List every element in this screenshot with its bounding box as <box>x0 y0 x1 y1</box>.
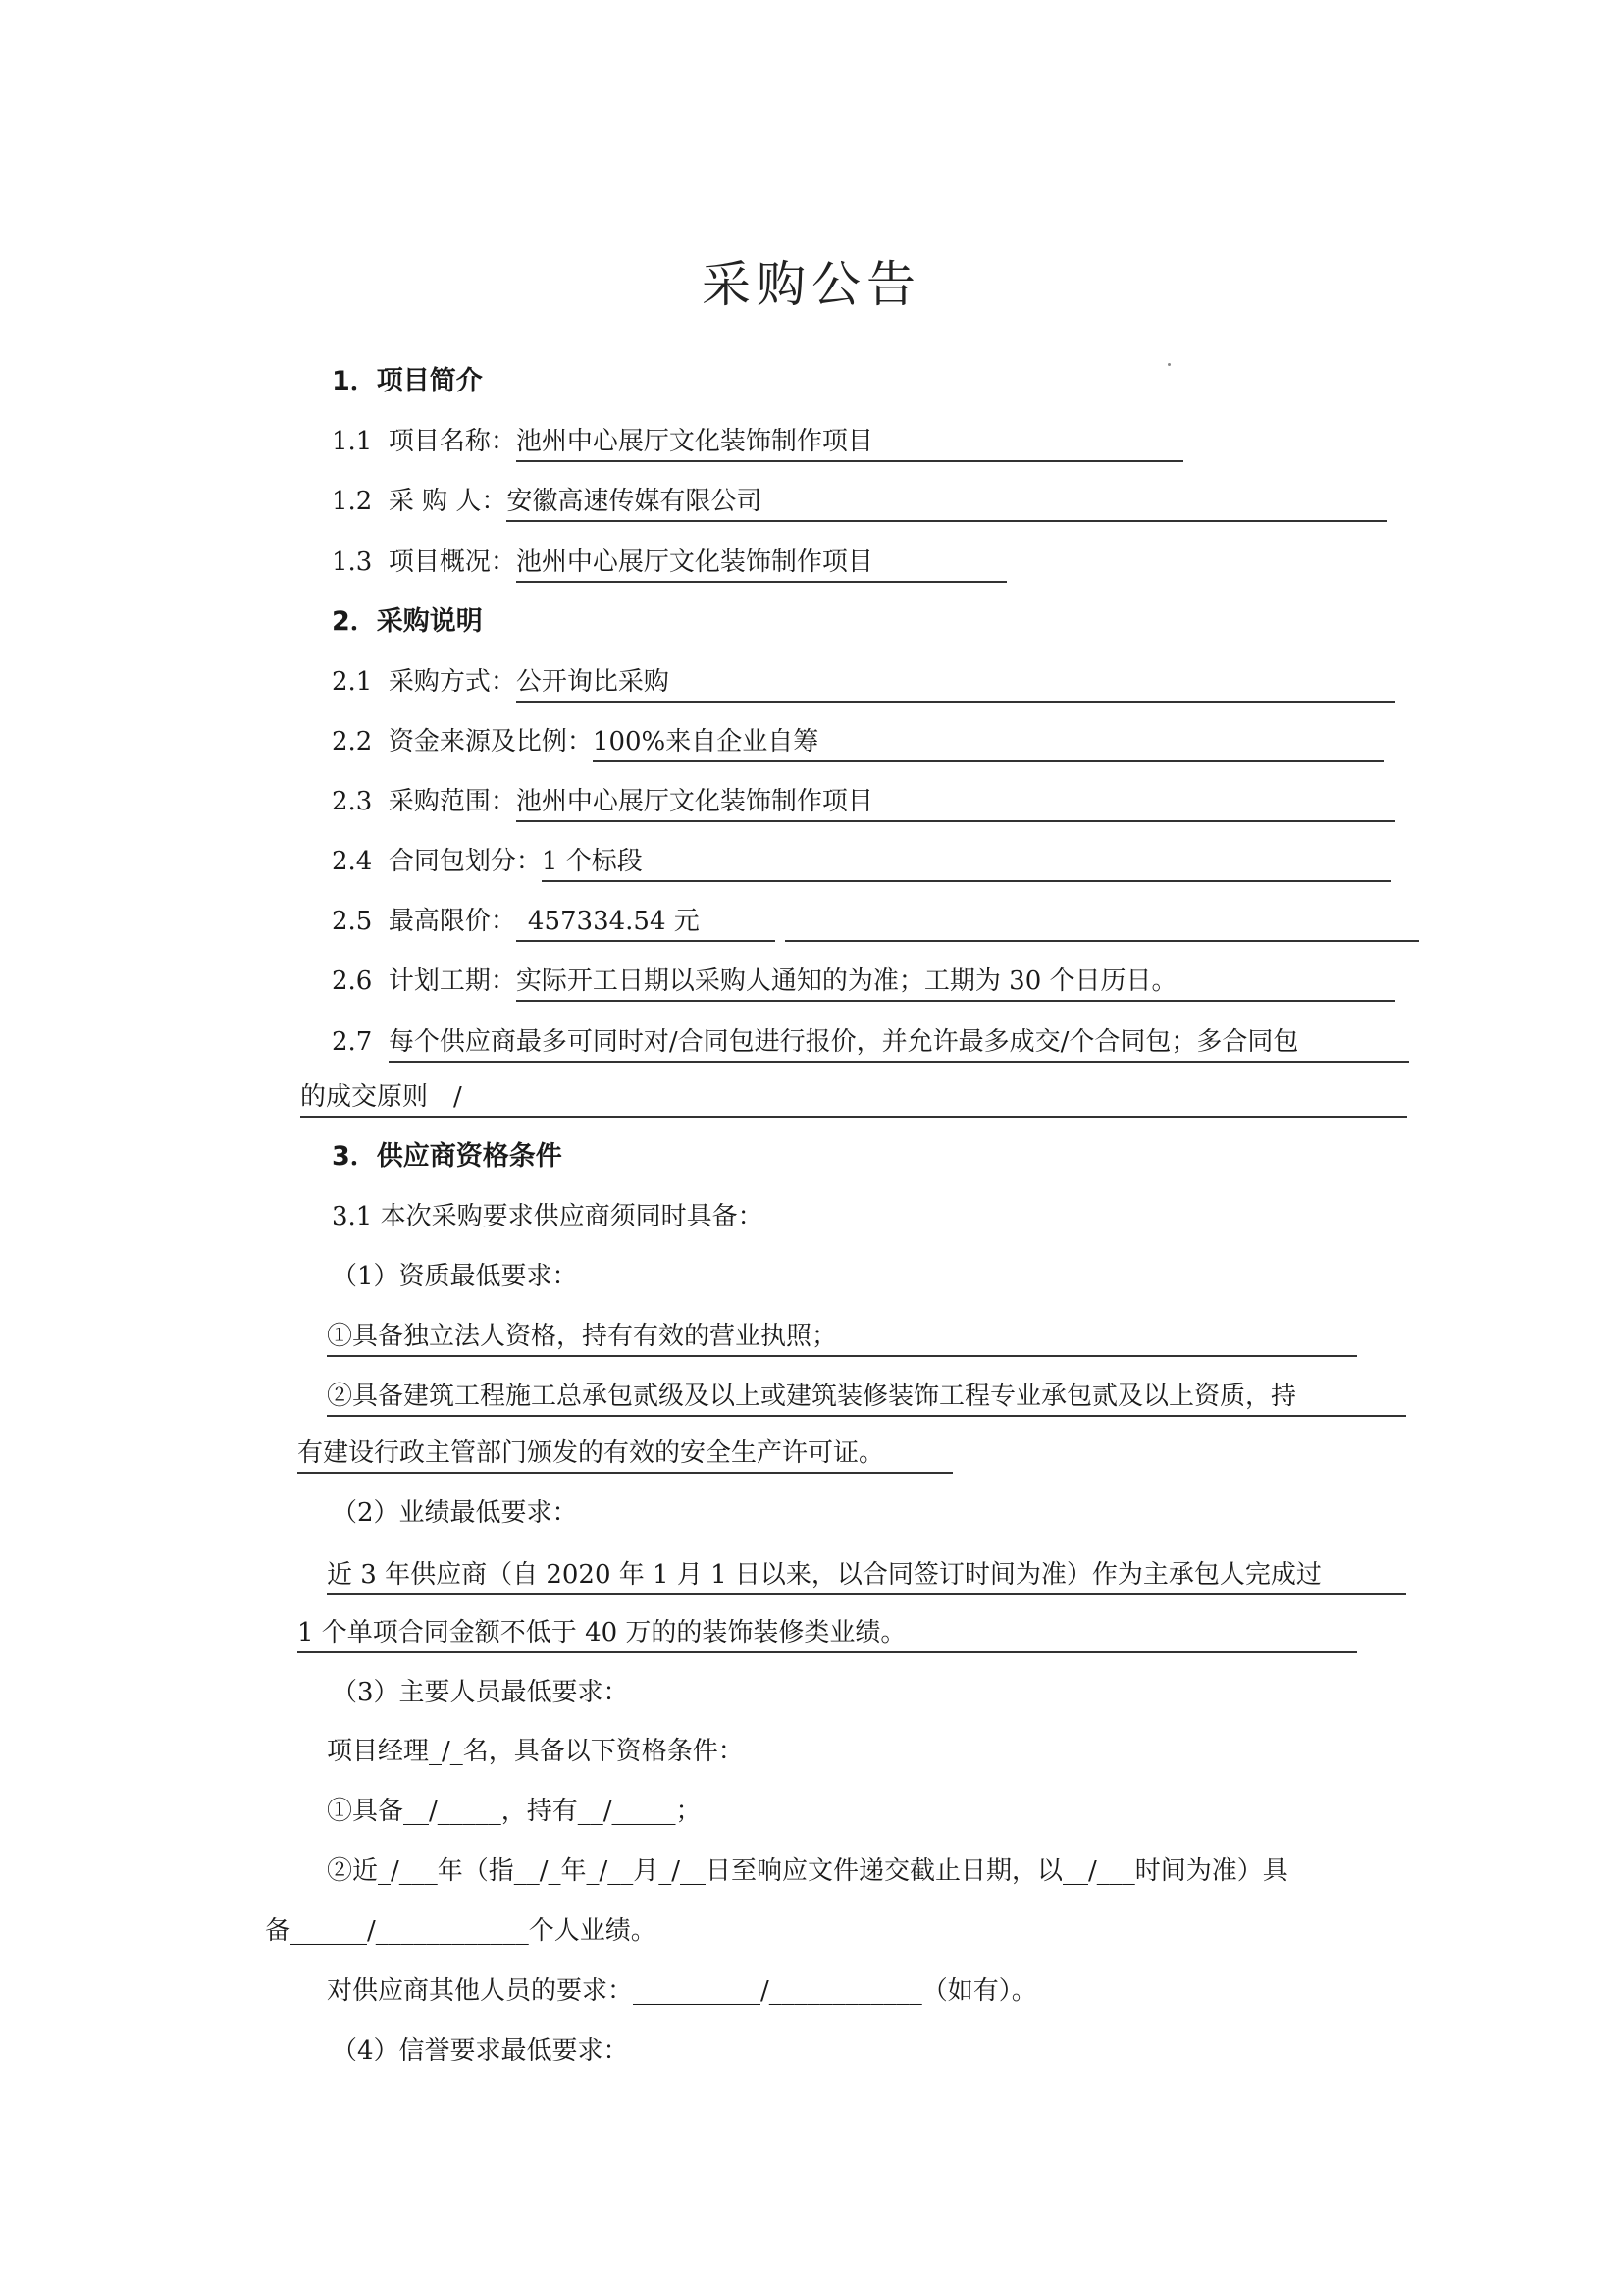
schedule-value: 实际开工日期以采购人通知的为准；工期为 30 个日历日。 <box>516 965 1395 1002</box>
page-title: 采购公告 <box>702 256 921 313</box>
bidding-rule-line-1: 每个供应商最多可同时对/合同包进行报价，并允许最多成交/个合同包；多合同包 <box>389 1025 1409 1063</box>
performance-req <box>327 1558 1406 1595</box>
item-label: 资金来源及比例： <box>388 727 593 757</box>
bidding-rule-line-2: 的成交原则 / <box>300 1080 1407 1118</box>
credit-title: （4）信誉要求最低要求： <box>332 2036 629 2065</box>
qualification-a <box>327 1320 1357 1357</box>
item-2-7 <box>332 1025 1409 1063</box>
item-number: 2.7 <box>332 1027 373 1057</box>
other-staff-req: 对供应商其他人员的要求：__________/____________（如有）。 <box>327 1976 1037 2006</box>
qualification-b-cont <box>297 1436 953 1474</box>
qualification-b-line-2: 有建设行政主管部门颁发的有效的安全生产许可证。 <box>297 1436 953 1474</box>
item-label: 采购范围： <box>388 787 516 816</box>
project-manager-req-b-line-2: 备______/____________个人业绩。 <box>265 1916 656 1946</box>
performance-title: （2）业绩最低要求： <box>332 1498 578 1528</box>
ceiling-price-blank <box>785 911 1419 942</box>
item-number: 1.2 <box>332 487 373 516</box>
item-label: 合同包划分： <box>388 847 542 876</box>
procurement-method-value: 公开询比采购 <box>516 665 1395 703</box>
item-2-3 <box>332 785 1395 822</box>
item-label: 采购方式： <box>388 667 516 697</box>
item-2-4 <box>332 845 1391 882</box>
performance-line-2: 1 个单项合同金额不低于 40 万的的装饰装修类业绩。 <box>297 1616 1357 1653</box>
project-manager-req-a: ①具备__/_____，持有__/_____； <box>327 1797 702 1826</box>
qualification-b <box>327 1380 1406 1417</box>
item-2-5 <box>332 905 1419 942</box>
project-name-value: 池州中心展厅文化装饰制作项目 <box>516 425 1183 462</box>
section-2-heading: 2．采购说明 <box>332 606 483 637</box>
item-number: 1.1 <box>332 427 373 456</box>
qualification-title: （1）资质最低要求： <box>332 1262 578 1291</box>
item-1-1 <box>332 425 1183 462</box>
item-label: 采 购 人： <box>388 487 507 516</box>
section-3-heading: 3．供应商资格条件 <box>332 1141 562 1172</box>
item-number: 2.2 <box>332 727 373 757</box>
qualification-a-text: ①具备独立法人资格，持有有效的营业执照； <box>327 1320 1357 1357</box>
item-number: 2.1 <box>332 667 373 697</box>
performance-line-1: 近 3 年供应商（自 2020 年 1 月 1 日以来，以合同签订时间为准）作为主承包人完成过 <box>327 1558 1406 1595</box>
item-number: 2.5 <box>332 907 373 936</box>
item-label: 项目概况： <box>388 548 516 577</box>
performance-req-cont <box>297 1616 1357 1653</box>
project-manager-req-b-line-1: ②近_/___年（指__/_年_/__月_/__日至响应文件递交截止日期，以__/___时间为准）具 <box>327 1856 1288 1886</box>
item-label: 计划工期： <box>388 966 516 996</box>
item-number: 2.3 <box>332 787 373 816</box>
item-number: 1.3 <box>332 548 373 577</box>
item-2-7-cont <box>300 1080 1407 1118</box>
personnel-title: （3）主要人员最低要求： <box>332 1678 629 1707</box>
item-number: 2.4 <box>332 847 373 876</box>
item-number: 2.6 <box>332 966 373 996</box>
item-1-3 <box>332 546 1007 583</box>
item-2-1 <box>332 665 1395 703</box>
project-overview-value: 池州中心展厅文化装饰制作项目 <box>516 546 1007 583</box>
item-2-2 <box>332 725 1384 762</box>
item-2-6 <box>332 965 1395 1002</box>
item-1-2 <box>332 485 1387 522</box>
item-label: 项目名称： <box>388 427 516 456</box>
funding-source-value: 100%来自企业自筹 <box>593 725 1384 762</box>
purchaser-value: 安徽高速传媒有限公司 <box>506 485 1387 522</box>
ceiling-price-value: 457334.54 元 <box>516 905 775 942</box>
scan-speck <box>1168 363 1171 366</box>
item-3-1: 3.1 本次采购要求供应商须同时具备： <box>332 1202 763 1231</box>
project-manager-line: 项目经理_/_名，具备以下资格条件： <box>327 1737 744 1766</box>
qualification-b-line-1: ②具备建筑工程施工总承包贰级及以上或建筑装修装饰工程专业承包贰及以上资质，持 <box>327 1380 1406 1417</box>
section-1-heading: 1．项目简介 <box>332 366 483 396</box>
lot-division-value: 1 个标段 <box>542 845 1391 882</box>
item-label: 最高限价： <box>388 907 516 936</box>
procurement-scope-value: 池州中心展厅文化装饰制作项目 <box>516 785 1395 822</box>
